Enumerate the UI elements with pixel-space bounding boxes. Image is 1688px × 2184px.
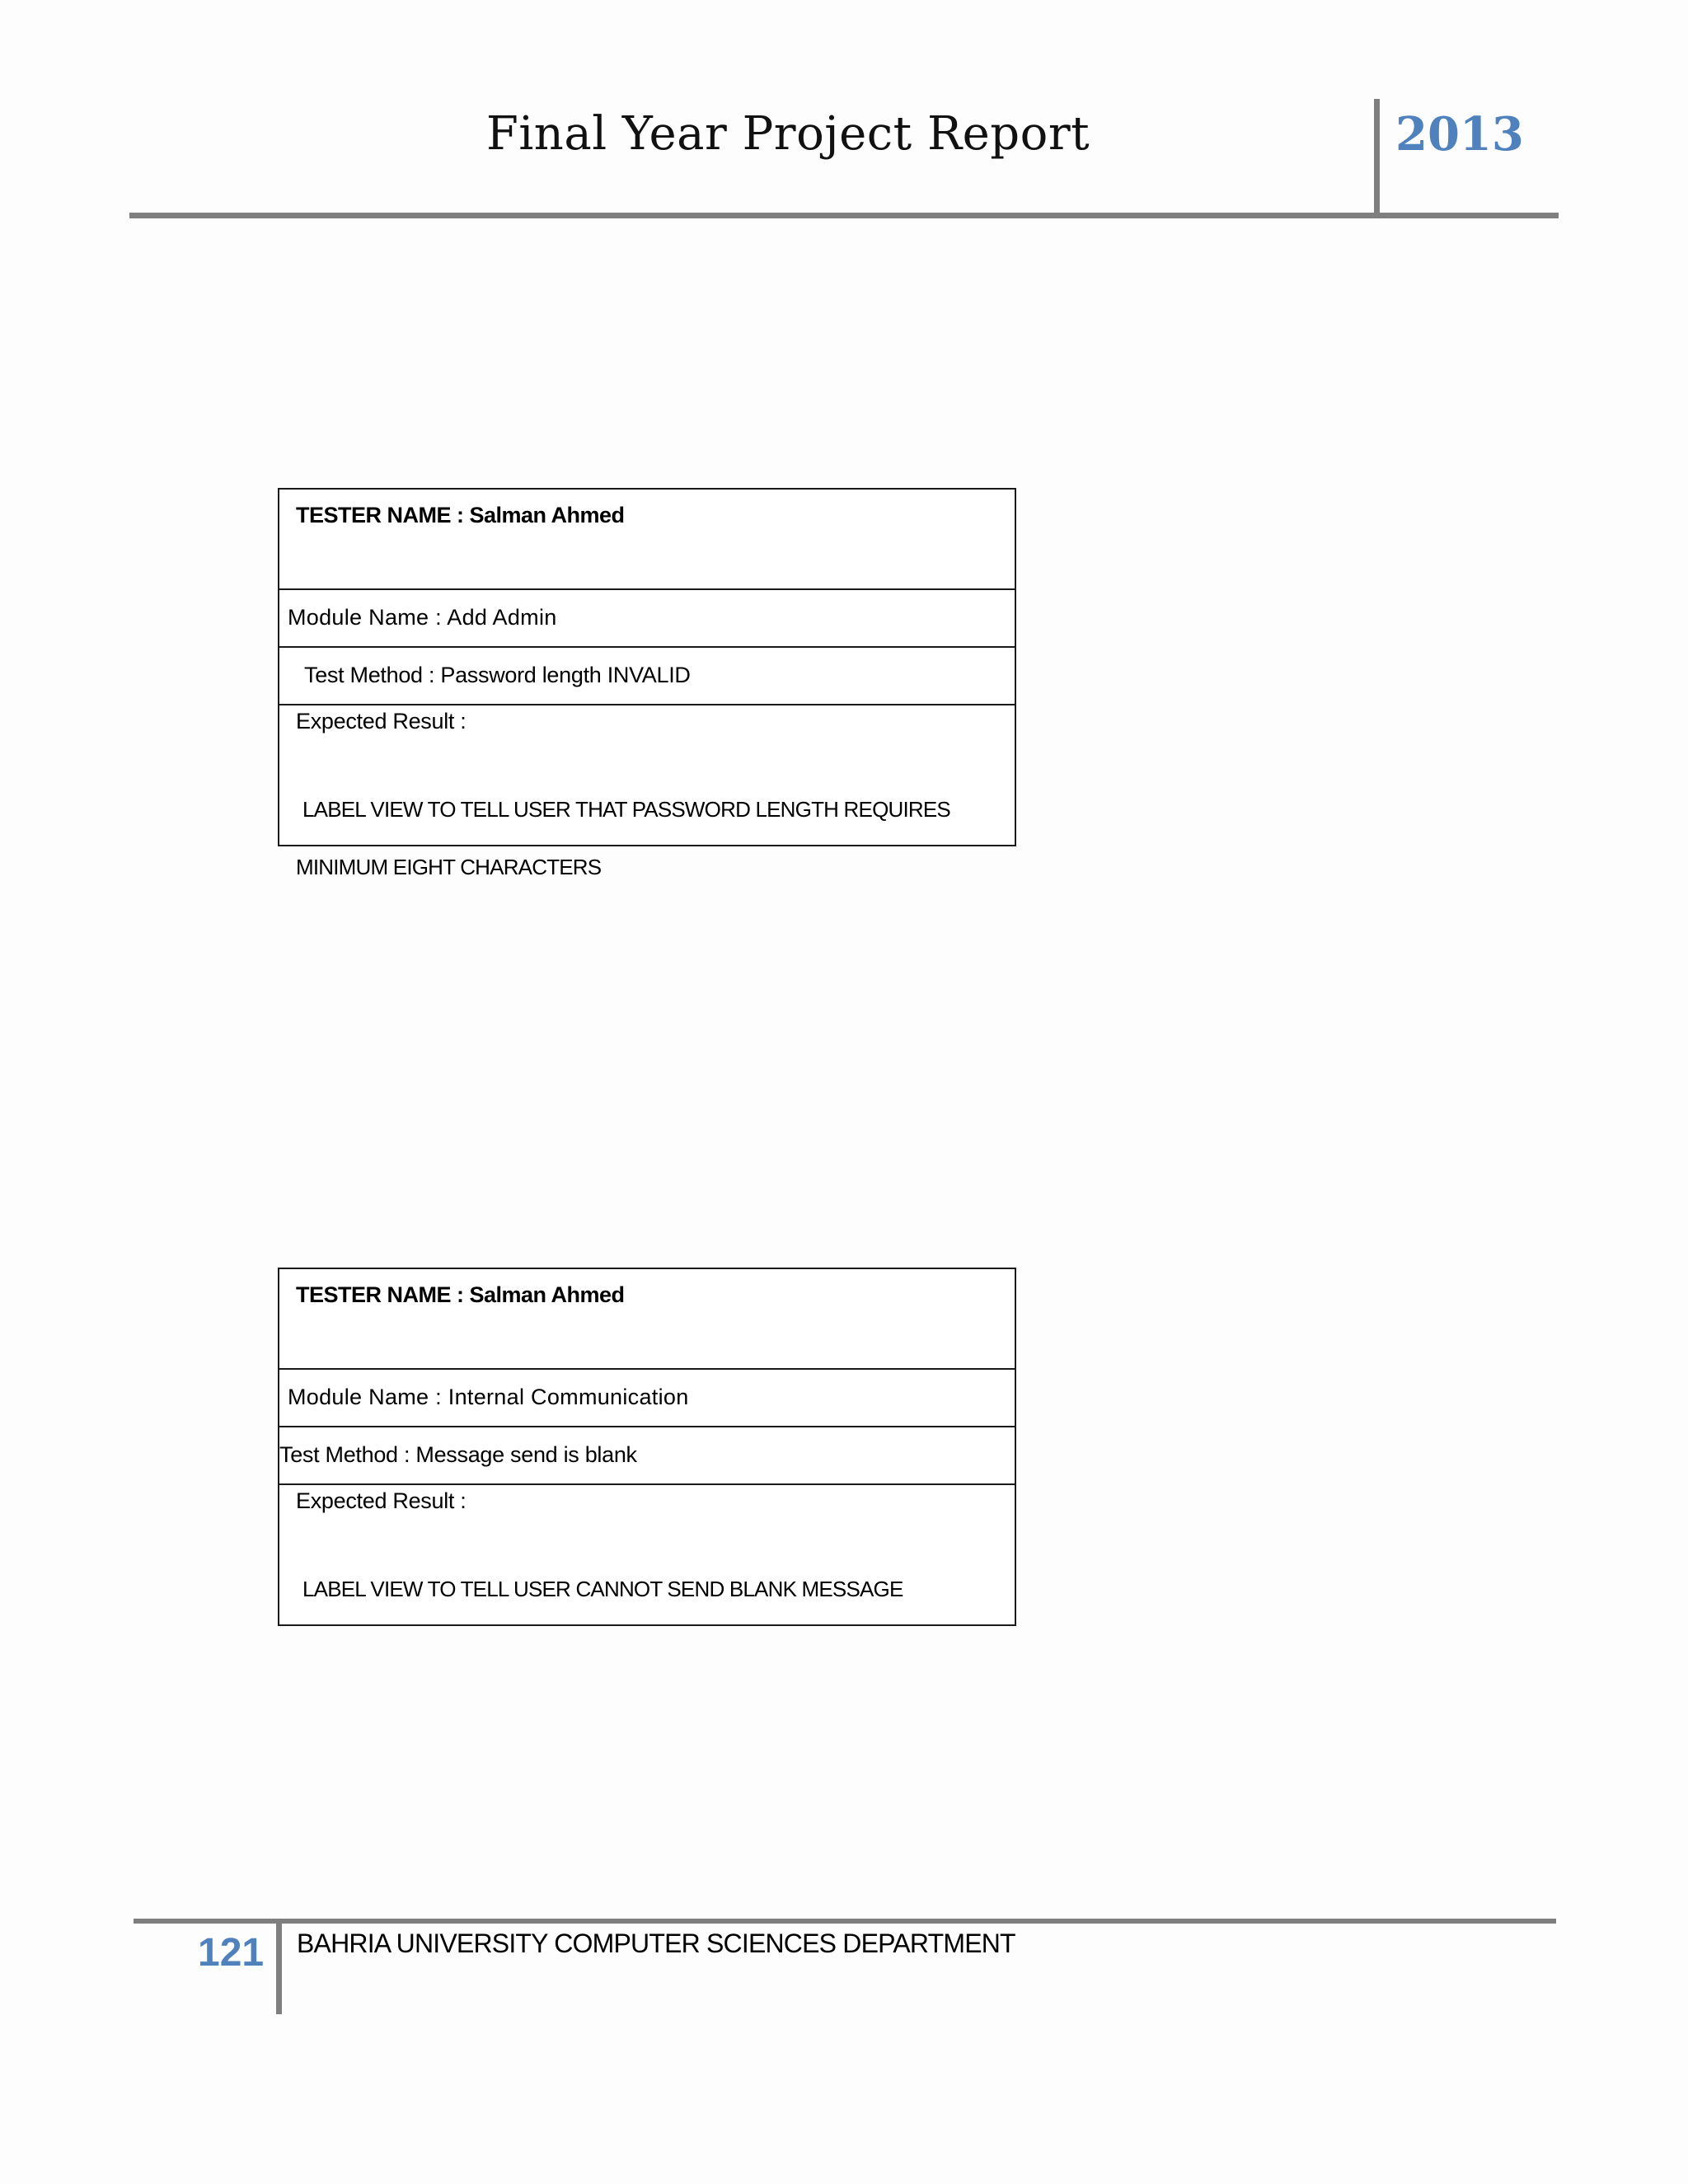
footer-department: BAHRIA UNIVERSITY COMPUTER SCIENCES DEPARTMENT	[297, 1929, 1015, 1958]
page-header-title: Final Year Project Report	[486, 107, 1090, 161]
method-row	[279, 1427, 1015, 1485]
module-name: Module Name : Internal Communication	[288, 1385, 689, 1409]
header-year: 2013	[1395, 107, 1524, 162]
tester-row	[279, 1269, 1015, 1370]
expected-result-line-1: LABEL VIEW TO TELL USER CANNOT SEND BLANK MESSAGE	[302, 1577, 903, 1601]
header-horizontal-rule	[129, 213, 1559, 218]
test-method: Test Method : Message send is blank	[279, 1442, 637, 1467]
test-method: Test Method : Password length INVALID	[304, 663, 691, 687]
expected-result-row	[279, 705, 1015, 879]
tester-row	[279, 490, 1015, 590]
method-row	[279, 648, 1015, 705]
tester-name: TESTER NAME : Salman Ahmed	[296, 503, 625, 527]
module-name: Module Name : Add Admin	[288, 605, 557, 630]
page-number: 121	[198, 1931, 265, 1975]
expected-result-line-2: MINIMUM EIGHT CHARACTERS	[296, 855, 602, 879]
expected-result-text	[296, 766, 950, 911]
footer-horizontal-rule	[134, 1919, 1556, 1924]
expected-result-text	[296, 1546, 903, 1633]
expected-result-label: Expected Result :	[296, 1488, 467, 1513]
expected-result-row	[279, 1485, 1015, 1624]
module-row	[279, 1370, 1015, 1427]
expected-result-label: Expected Result :	[296, 709, 467, 733]
footer-vertical-divider	[276, 1922, 282, 2014]
test-case-table-1	[278, 488, 1016, 879]
expected-result-line-1: LABEL VIEW TO TELL USER THAT PASSWORD LENGTH REQUIRES	[302, 797, 950, 822]
tester-name: TESTER NAME : Salman Ahmed	[296, 1282, 625, 1307]
header-vertical-divider	[1374, 99, 1380, 214]
test-case-table-2	[278, 1268, 1016, 1626]
module-row	[279, 590, 1015, 648]
